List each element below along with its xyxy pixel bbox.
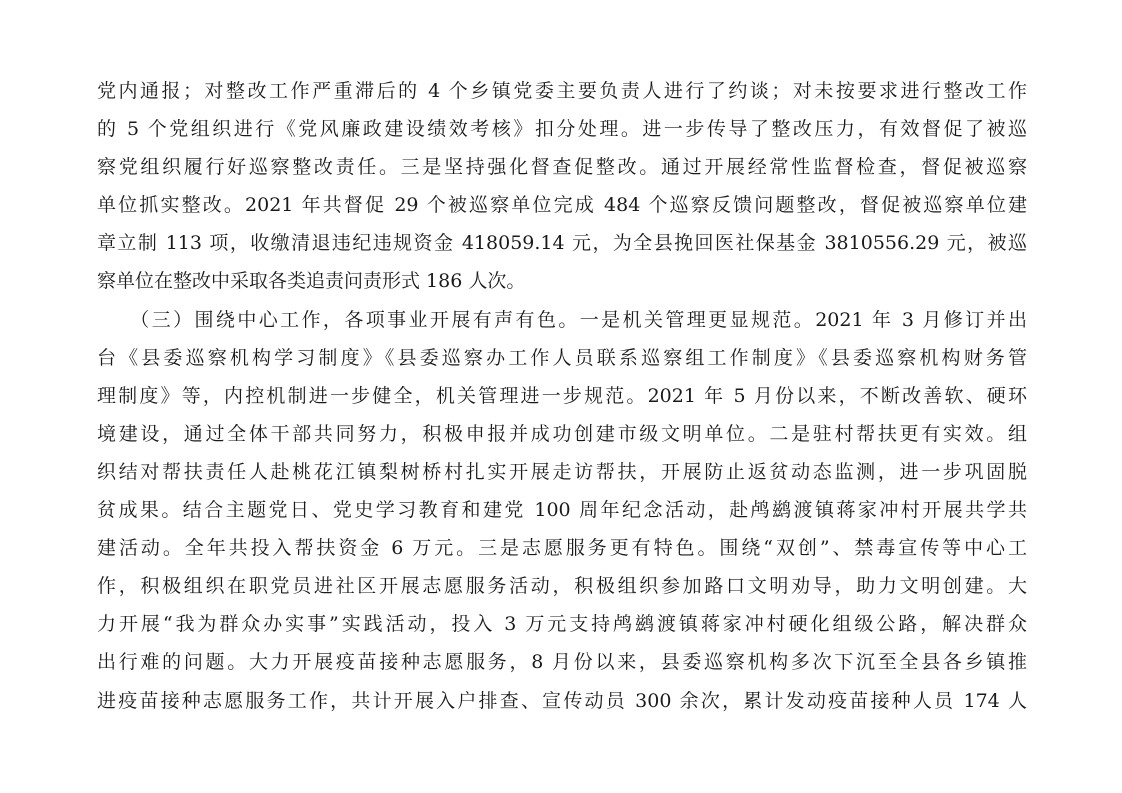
text-line: 台《县委巡察机构学习制度》《县委巡察办工作人员联系巡察组工作制度》《县委巡察机构财务管: [97, 346, 1027, 369]
text-line: 建活动。全年共投入帮扶资金 6 万元。三是志愿服务更有特色。围绕“双创”、禁毒宣传等中心工: [97, 537, 1027, 560]
text-line: 单位抓实整改。2021 年共督促 29 个被巡察单位完成 484 个巡察反馈问题整改，督促被巡察单位建: [97, 194, 1027, 217]
text-line: 作，积极组织在职党员进社区开展志愿服务活动，积极组织参加路口文明劝导，助力文明创建。大: [97, 575, 1027, 598]
text-line: 织结对帮扶责任人赴桃花江镇梨树桥村扎实开展走访帮扶，开展防止返贫动态监测，进一步巩固脱: [97, 460, 1027, 483]
text-line: 理制度》等，内控机制进一步健全，机关管理进一步规范。2021 年 5 月份以来，不断改善软、硬环: [97, 384, 1027, 407]
document-body: [97, 72, 1027, 720]
text-line: 党内通报；对整改工作严重滞后的 4 个乡镇党委主要负责人进行了约谈；对未按要求进行整改工作: [97, 80, 1027, 102]
text-line: 出行难的问题。大力开展疫苗接种志愿服务，8 月份以来，县委巡察机构多次下沉至全县各乡镇推: [97, 651, 1027, 674]
text-line: 章立制 113 项，收缴清退违纪违规资金 418059.14 元，为全县挽回医社保基金 3810556.29 元，被巡: [97, 232, 1027, 255]
text-line: 贫成果。结合主题党日、党史学习教育和建党 100 周年纪念活动，赴鸬鹚渡镇蒋家冲村开展共学共: [97, 499, 1027, 522]
text-line: 境建设，通过全体干部共同努力，积极申报并成功创建市级文明单位。二是驻村帮扶更有实效。组: [97, 422, 1027, 445]
text-line: 的 5 个党组织进行《党风廉政建设绩效考核》扣分处理。进一步传导了整改压力，有效督促了被巡: [97, 118, 1027, 141]
text-line: 察单位在整改中采取各类追责问责形式 186 人次。: [97, 270, 526, 293]
text-line: （三）围绕中心工作，各项事业开展有声有色。一是机关管理更显规范。2021 年 3 月修订并出: [97, 308, 1027, 331]
text-line: 察党组织履行好巡察整改责任。三是坚持强化督查促整改。通过开展经常性监督检查，督促被巡察: [97, 156, 1027, 179]
text-line: 进疫苗接种志愿服务工作，共计开展入户排查、宣传动员 300 余次，累计发动疫苗接种人员 174 人: [97, 689, 1027, 712]
text-line: 力开展“我为群众办实事”实践活动，投入 3 万元支持鸬鹚渡镇蒋家冲村硬化组级公路，解决群众: [97, 613, 1027, 636]
